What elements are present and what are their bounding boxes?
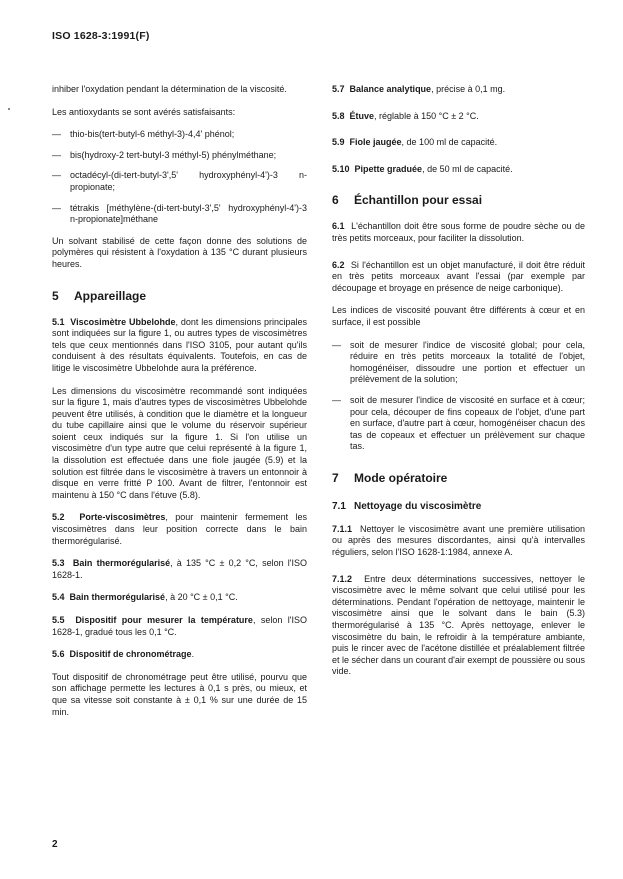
section-number: 5 [52, 288, 59, 303]
clause-title: Étuve [349, 110, 375, 121]
clause-5-9 [332, 137, 585, 149]
section-heading-7 [332, 471, 585, 485]
document-header: ISO 1628-3:1991(F) [52, 30, 150, 42]
antioxidant-list [52, 129, 307, 226]
list-item: — thio-bis(tert-butyl-6 méthyl-3)-4,4' phénol; [52, 129, 307, 141]
clause-6-2-paragraph-2: Les indices de viscosité pouvant être différents à cœur et en surface, il est possible [332, 305, 585, 327]
clause-title: Dispositif pour mesurer la température [75, 615, 253, 625]
right-column [332, 84, 585, 689]
section-title: Appareillage [74, 288, 147, 303]
clause-text: , à 135 °C ± 0,2 °C, selon l'ISO 1628-1. [52, 558, 307, 580]
clause-text: L'échantillon doit être sous forme de poudre sèche ou de très petits morceaux, pour faciliter la dissolution. [332, 221, 585, 243]
section-heading-6 [332, 193, 585, 207]
section-number: 7 [332, 470, 339, 485]
page-number: 2 [52, 839, 58, 850]
list-item: — bis(hydroxy-2 tert-butyl-3 méthyl-5) phénylméthane; [52, 150, 307, 162]
clause-5-7 [332, 84, 585, 96]
clause-5-8 [332, 111, 585, 123]
clause-text: Entre deux déterminations successives, nettoyer le viscosimètre avec le même solvant que celui utilisé pour les déterminations. Pendant l'opération de nettoyage, maintenir le viscosimètre ainsi que le solvant dans le bain (5.3) thermorégularisé à 135 °C. Après nettoyage, enlever le viscosimètre du bain, le refroidir à la température ambiante, puis le rincer avec de l'acétone distillée et préalablement filtrée et le sécher dans un courant d'air exempt de poussière ou sous vide. [332, 573, 585, 677]
left-column [52, 84, 307, 729]
clause-number: 7.1.1 [332, 523, 353, 534]
clause-text: , précise à 0,1 mg. [431, 84, 506, 94]
clause-title: Pipette graduée [354, 163, 423, 174]
clause-5-4 [52, 592, 307, 604]
clause-text: , pour maintenir fermement les viscosimètres dans leur position correcte dans le bain thermorégularisé. [52, 512, 307, 546]
clause-text: Si l'échantillon est un objet manufacturé, il doit être réduit en très petits morceaux avant l'essai (par exemple par découpage et broyage en présence de neige carbonique). [332, 259, 585, 293]
clause-text: , de 50 ml de capacité. [422, 163, 513, 174]
clause-number: 5.6 [52, 649, 65, 660]
clause-5-10 [332, 164, 585, 176]
clause-text: , réglable à 150 °C ± 2 °C. [374, 110, 479, 121]
clause-number: 5.9 [332, 137, 345, 148]
section-title: Mode opératoire [354, 470, 448, 485]
clause-number: 5.7 [332, 84, 345, 94]
clause-5-1 [52, 317, 307, 375]
scan-artifact [8, 108, 10, 110]
intro-paragraph-2: Les antioxydants se sont avérés satisfaisants: [52, 106, 236, 117]
clause-7-1-2 [332, 574, 585, 678]
clause-number: 6.2 [332, 259, 345, 270]
intro-paragraph-1: inhiber l'oxydation pendant la détermination de la viscosité. [52, 84, 287, 94]
clause-5-6 [52, 649, 307, 661]
clause-number: 5.10 [332, 163, 350, 174]
clause-6-2 [332, 260, 585, 295]
clause-number: 5.5 [52, 615, 65, 625]
clause-number: 6.1 [332, 221, 345, 232]
clause-title: Dispositif de chronométrage [69, 649, 192, 660]
clause-5-1-paragraph-2: Les dimensions du viscosimètre recommandé sont indiquées sur la figure 1, mais d'autres types de viscosimètres Ubbelohde peuvent être utilisés, à condition que le diamètre et la longueur du tube capillaire ainsi que le volume du réservoir supérieur soient ceux indiqués sur la figure 1. Si l'on utilise un viscosimètre d'un type autre que celui représenté à la figure 1, la dissolution est effectuée dans une fiole jaugée (5.9) et la solution est filtrée dans le viscosimètre à travers un entonnoir à disque en verre fritté P 100. Avant de filtrer, l'entonnoir est maintenu à 150 °C dans l'étuve (5.8). [52, 385, 307, 500]
clause-title: Bain thermorégularisé [69, 592, 166, 603]
section-heading-5 [52, 289, 307, 303]
clause-7-1-1 [332, 524, 585, 559]
clause-number: 5.2 [52, 512, 65, 523]
clause-text: , à 20 °C ± 0,1 °C. [165, 592, 238, 603]
clause-6-1 [332, 221, 585, 244]
clause-number: 5.4 [52, 592, 65, 603]
clause-5-6-paragraph-2: Tout dispositif de chronométrage peut être utilisé, pourvu que son affichage permette les lectures à 0,1 s près, ou mieux, et que sa vitesse soit constante à ± 0,1 % sur une durée de 15 min. [52, 671, 307, 717]
clause-text: Nettoyer le viscosimètre avant une première utilisation ou après des mesures discordantes, ainsi qu'à intervalles réguliers, selon l'ISO 1628-1:1984, annexe A. [332, 523, 585, 558]
list-item: — octadécyl-(di-tert-butyl-3',5' hydroxyphényl-4')-3 n-propionate; [52, 170, 307, 193]
section-title: Échantillon pour essai [354, 193, 483, 208]
clause-text: , de 100 ml de capacité. [401, 137, 498, 148]
intro-paragraph-3: Un solvant stabilisé de cette façon donne des solutions de polymères qui résistent à l'oxydation à 135 °C durant plusieurs heures. [52, 235, 307, 269]
clause-5-5 [52, 615, 307, 638]
clause-text: , dont les dimensions principales sont indiquées sur la figure 1, ou autres types de viscosimètres tels que ceux mentionnés dans l'ISO 3105, pour autant qu'ils conduisent à des résultats équivalents. Toutefois, en cas de litige le viscosimètre Ubbelohde aura la préférence. [52, 316, 307, 373]
clause-title: Bain thermorégularisé [72, 558, 171, 569]
clause-text: , selon l'ISO 1628-1, gradué tous les 0,1 °C. [52, 615, 307, 637]
viscosity-options-list [332, 340, 585, 453]
subsection-title: Nettoyage du viscosimètre [354, 500, 482, 512]
section-number: 6 [332, 193, 339, 208]
clause-number: 5.8 [332, 110, 345, 121]
list-item: — soit de mesurer l'indice de viscosité en surface et à cœur; pour cela, découper de fins copeaux de l'objet, d'une part en surface, d'autre part à cœur, homogénéiser chacun des tas de copeaux et effectuer un prélèvement sur chaque tas. [332, 395, 585, 453]
clause-title: Porte-viscosimètres [79, 512, 166, 523]
clause-number: 5.3 [52, 558, 65, 569]
subsection-number: 7.1 [332, 500, 346, 512]
clause-5-2 [52, 512, 307, 547]
clause-5-3 [52, 558, 307, 581]
list-item: — soit de mesurer l'indice de viscosité global; pour cela, réduire en très petits morceaux la totalité de l'objet, homogénéiser, dissoudre une portion et effectuer un prélèvement de la solution; [332, 340, 585, 386]
clause-title: Viscosimètre Ubbelohde [70, 316, 176, 327]
list-item: — tétrakis [méthylène-(di-tert-butyl-3',5' hydroxyphényl-4')-3 n-propionate]méthane [52, 203, 307, 226]
clause-number: 5.1 [52, 316, 65, 327]
clause-title: Balance analytique [349, 84, 432, 94]
clause-number: 7.1.2 [332, 573, 353, 584]
subsection-heading-7-1 [332, 501, 585, 512]
clause-text: . [191, 649, 195, 660]
clause-title: Fiole jaugée [349, 137, 402, 148]
